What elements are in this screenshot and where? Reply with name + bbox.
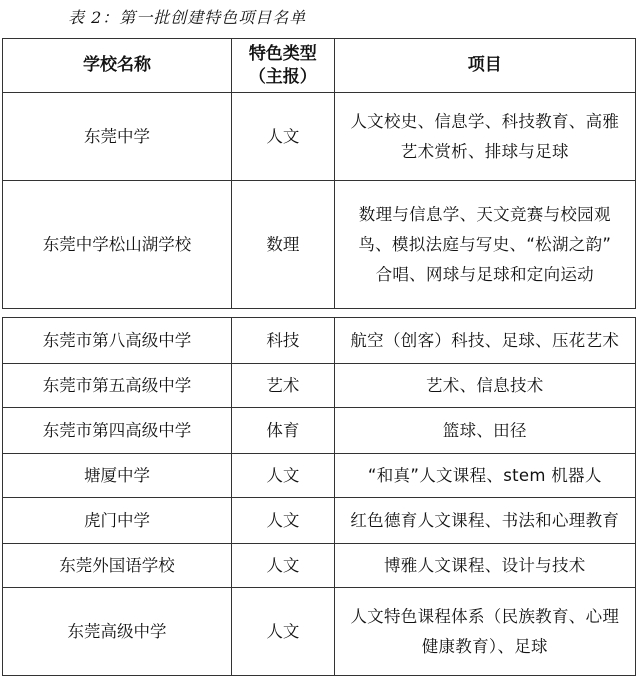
project-line: 健康教育）、足球 (421, 636, 548, 656)
featured-projects-table (2, 38, 636, 676)
cell-project (334, 408, 635, 454)
cell-school-name: 虎门中学 (3, 498, 232, 544)
project-line: 鸟、模拟法庭与写史、“松湖之韵” (358, 234, 612, 254)
project-line: 人文校史、信息学、科技教育、高雅 (350, 111, 620, 131)
table-caption: 表 2：第一批创建特色项目名单 (68, 8, 307, 27)
cell-feature-type: 艺术 (232, 364, 334, 408)
project-line: 艺术、信息技术 (425, 375, 544, 395)
table-row (3, 454, 636, 498)
cell-school-name: 东莞市第八高级中学 (3, 318, 232, 364)
header-school-name: 学校名称 (3, 39, 232, 93)
project-line: “和真”人文课程、stem 机器人 (367, 465, 602, 485)
cell-feature-type: 人文 (232, 454, 334, 498)
table-header-row (3, 39, 636, 93)
cell-school-name: 东莞外国语学校 (3, 544, 232, 588)
cell-feature-type: 人文 (232, 588, 334, 676)
table-gap-cell (3, 309, 636, 318)
header-project: 项目 (334, 39, 635, 93)
project-line: 艺术赏析、排球与足球 (400, 141, 569, 161)
table-gap-row (3, 309, 636, 318)
table-row (3, 588, 636, 676)
cell-project (334, 498, 635, 544)
cell-project (334, 318, 635, 364)
cell-school-name: 东莞中学 (3, 93, 232, 181)
table-row (3, 498, 636, 544)
project-line: 红色德育人文课程、书法和心理教育 (350, 510, 620, 530)
project-line: 合唱、网球与足球和定向运动 (375, 264, 594, 284)
cell-school-name: 东莞中学松山湖学校 (3, 181, 232, 309)
cell-school-name: 东莞高级中学 (3, 588, 232, 676)
cell-school-name: 塘厦中学 (3, 454, 232, 498)
table-row (3, 364, 636, 408)
cell-project (334, 588, 635, 676)
project-line: 人文特色课程体系（民族教育、心理 (350, 606, 620, 626)
table-body (3, 93, 636, 676)
table-row (3, 93, 636, 181)
cell-feature-type: 体育 (232, 408, 334, 454)
cell-project (334, 544, 635, 588)
cell-feature-type: 科技 (232, 318, 334, 364)
cell-project (334, 454, 635, 498)
table-row (3, 408, 636, 454)
cell-project (334, 181, 635, 309)
cell-school-name: 东莞市第四高级中学 (3, 408, 232, 454)
cell-school-name: 东莞市第五高级中学 (3, 364, 232, 408)
table-row (3, 181, 636, 309)
table-row (3, 318, 636, 364)
cell-feature-type: 人文 (232, 544, 334, 588)
project-line: 航空（创客）科技、足球、压花艺术 (350, 330, 620, 350)
cell-feature-type: 数理 (232, 181, 334, 309)
header-type-line2: （主报） (248, 66, 317, 87)
cell-project (334, 93, 635, 181)
cell-feature-type: 人文 (232, 93, 334, 181)
project-line: 篮球、田径 (442, 420, 527, 440)
header-type-line1: 特色类型 (248, 43, 317, 64)
cell-project (334, 364, 635, 408)
cell-feature-type: 人文 (232, 498, 334, 544)
project-line: 博雅人文课程、设计与技术 (383, 555, 586, 575)
header-feature-type (232, 39, 334, 93)
project-line: 数理与信息学、天文竞赛与校园观 (358, 204, 611, 224)
table-row (3, 544, 636, 588)
